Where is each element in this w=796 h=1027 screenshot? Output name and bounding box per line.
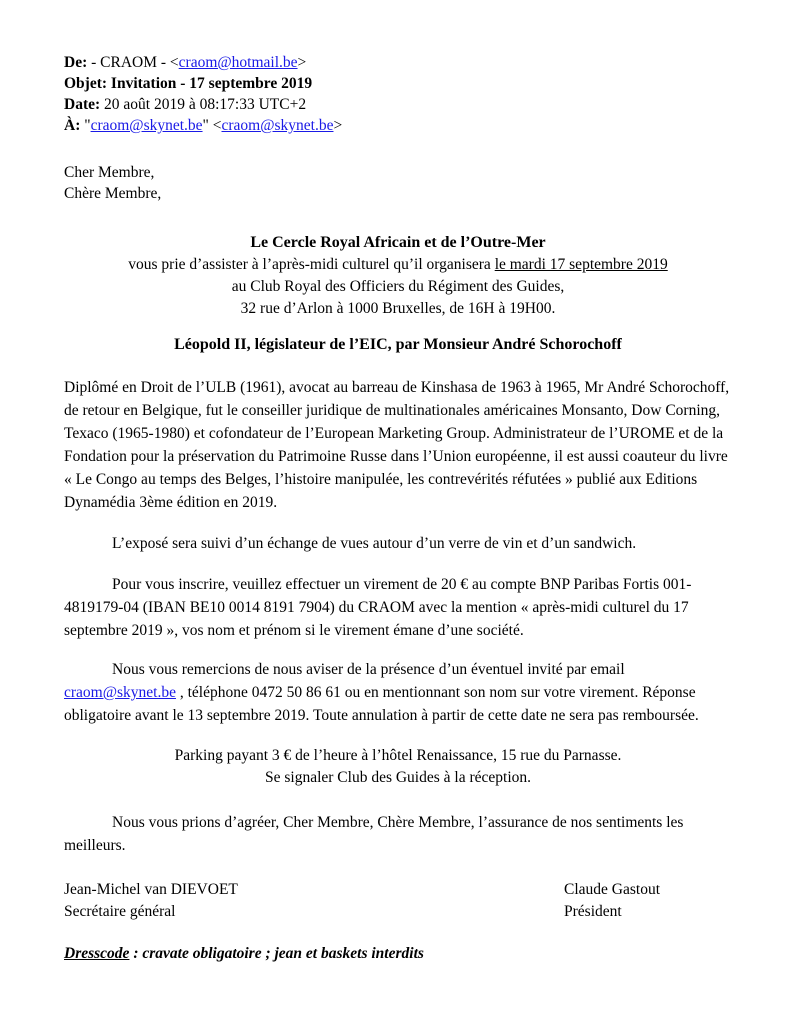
email-to-suffix: > — [333, 117, 343, 134]
signature-right-title: Président — [564, 903, 622, 920]
invitation-line-1-text: vous prie d’assister à l’après-midi culturel qu’il organisera — [128, 256, 495, 273]
spacer-after-inscription — [64, 642, 732, 658]
email-to-prefix: " — [84, 117, 91, 134]
inscription-paragraph: Pour vous inscrire, veuillez effectuer un virement de 20 € au compte BNP Paribas Fortis 001-4819179-04 (IBAN BE10 0014 8191 7904) du CRAOM avec la mention « après-midi culturel du 17 septembre 2019 », vos nom et prénom si le virement émane d’une société. — [64, 576, 692, 639]
spacer-after-expose — [64, 555, 732, 573]
spacer-after-invite — [64, 727, 732, 745]
email-from-value: - CRAOM - < — [87, 54, 179, 71]
invitation-line-3: 32 rue d’Arlon à 1000 Bruxelles, de 16H à 19H00. — [240, 300, 556, 317]
lecture-subtitle: Léopold II, législateur de l’EIC, par Monsieur André Schorochoff — [174, 336, 622, 353]
email-from-address-link[interactable]: craom@hotmail.be — [178, 54, 298, 71]
email-date-line — [64, 94, 732, 115]
salutation-line-1: Cher Membre, — [64, 164, 155, 181]
organisation-name: Le Cercle Royal Africain et de l’Outre-Mer — [250, 234, 546, 251]
email-to-line — [64, 115, 732, 136]
email-from-line — [64, 52, 732, 73]
email-header — [64, 52, 732, 136]
signature-left-name: Jean-Michel van DIEVOET — [64, 881, 238, 898]
closing-paragraph: Nous vous prions d’agréer, Cher Membre, Chère Membre, l’assurance de nos sentiments les meilleurs. — [64, 814, 684, 854]
email-subject-value: Invitation - 17 septembre 2019 — [110, 75, 313, 92]
invitation-line-1 — [64, 254, 732, 276]
signature-right — [564, 879, 732, 923]
email-date-value: 20 août 2019 à 08:17:33 UTC+2 — [104, 96, 307, 113]
spacer-after-bio — [64, 514, 732, 532]
email-subject-line — [64, 73, 732, 94]
invite-text-end: , téléphone 0472 50 86 61 ou en mentionnant son nom sur votre virement. Réponse obligatoire avant le 13 septembre 2019. Toute annulation à partir de cette date ne sera pas remboursée. — [64, 684, 699, 724]
email-to-address-link-1[interactable]: craom@skynet.be — [90, 117, 203, 134]
spacer-before-signatures — [64, 857, 732, 879]
invitation-line-2: au Club Royal des Officiers du Régiment des Guides, — [231, 278, 565, 295]
spacer-after-header — [64, 136, 732, 162]
invitation-date-underlined: le mardi 17 septembre 2019 — [494, 256, 668, 273]
spacer-after-parking — [64, 789, 732, 811]
email-to-label: À: — [64, 117, 81, 134]
spacer-before-bio — [64, 356, 732, 376]
invite-paragraph — [64, 658, 732, 727]
email-subject-label: Objet: — [64, 75, 108, 92]
signature-row — [64, 879, 732, 923]
parking-line-2: Se signaler Club des Guides à la réception. — [264, 769, 531, 786]
spacer-before-subtitle — [64, 320, 732, 334]
signature-left-title: Secrétaire général — [64, 903, 176, 920]
speaker-bio-paragraph: Diplômé en Droit de l’ULB (1961), avocat au barreau de Kinshasa de 1963 à 1965, Mr André Schorochoff, de retour en Belgique, fut le conseiller juridique de multinationales américaines Monsanto, Dow Corning, Texaco (1965-1980) et cofondateur de l’European Marketing Group. Administrateur de l’UROME et de la Fondation pour la préservation du Patrimoine Russe dans l’Union européenne, il est aussi coauteur du livre « Le Congo au temps des Belges, l’histoire manipulée, les contrevérités réfutées » publié aux Editions Dynamédia 3ème édition en 2019. — [64, 379, 730, 511]
signature-left — [64, 879, 238, 923]
invite-text-start: Nous vous remercions de nous aviser de la présence d’un éventuel invité par email — [112, 661, 625, 678]
salutation-block — [64, 162, 732, 204]
spacer-before-dresscode — [64, 923, 732, 945]
email-from-value-end: > — [297, 54, 307, 71]
email-to-address-link-2[interactable]: craom@skynet.be — [221, 117, 334, 134]
salutation-line-2: Chère Membre, — [64, 185, 162, 202]
email-to-middle: " < — [202, 117, 222, 134]
email-date-label: Date: — [64, 96, 101, 113]
invite-email-link[interactable]: craom@skynet.be — [64, 684, 176, 701]
parking-line-1: Parking payant 3 € de l’heure à l’hôtel Renaissance, 15 rue du Parnasse. — [174, 747, 622, 764]
dresscode-text: : cravate obligatoire ; jean et baskets interdits — [129, 945, 424, 962]
expose-paragraph: L’exposé sera suivi d’un échange de vues autour d’un verre de vin et d’un sandwich. — [112, 535, 637, 552]
dresscode-label: Dresscode — [64, 945, 130, 962]
spacer-after-salutation — [64, 204, 732, 232]
email-from-label: De: — [64, 54, 88, 71]
signature-right-name: Claude Gastout — [564, 881, 660, 898]
dresscode-line — [64, 945, 732, 963]
